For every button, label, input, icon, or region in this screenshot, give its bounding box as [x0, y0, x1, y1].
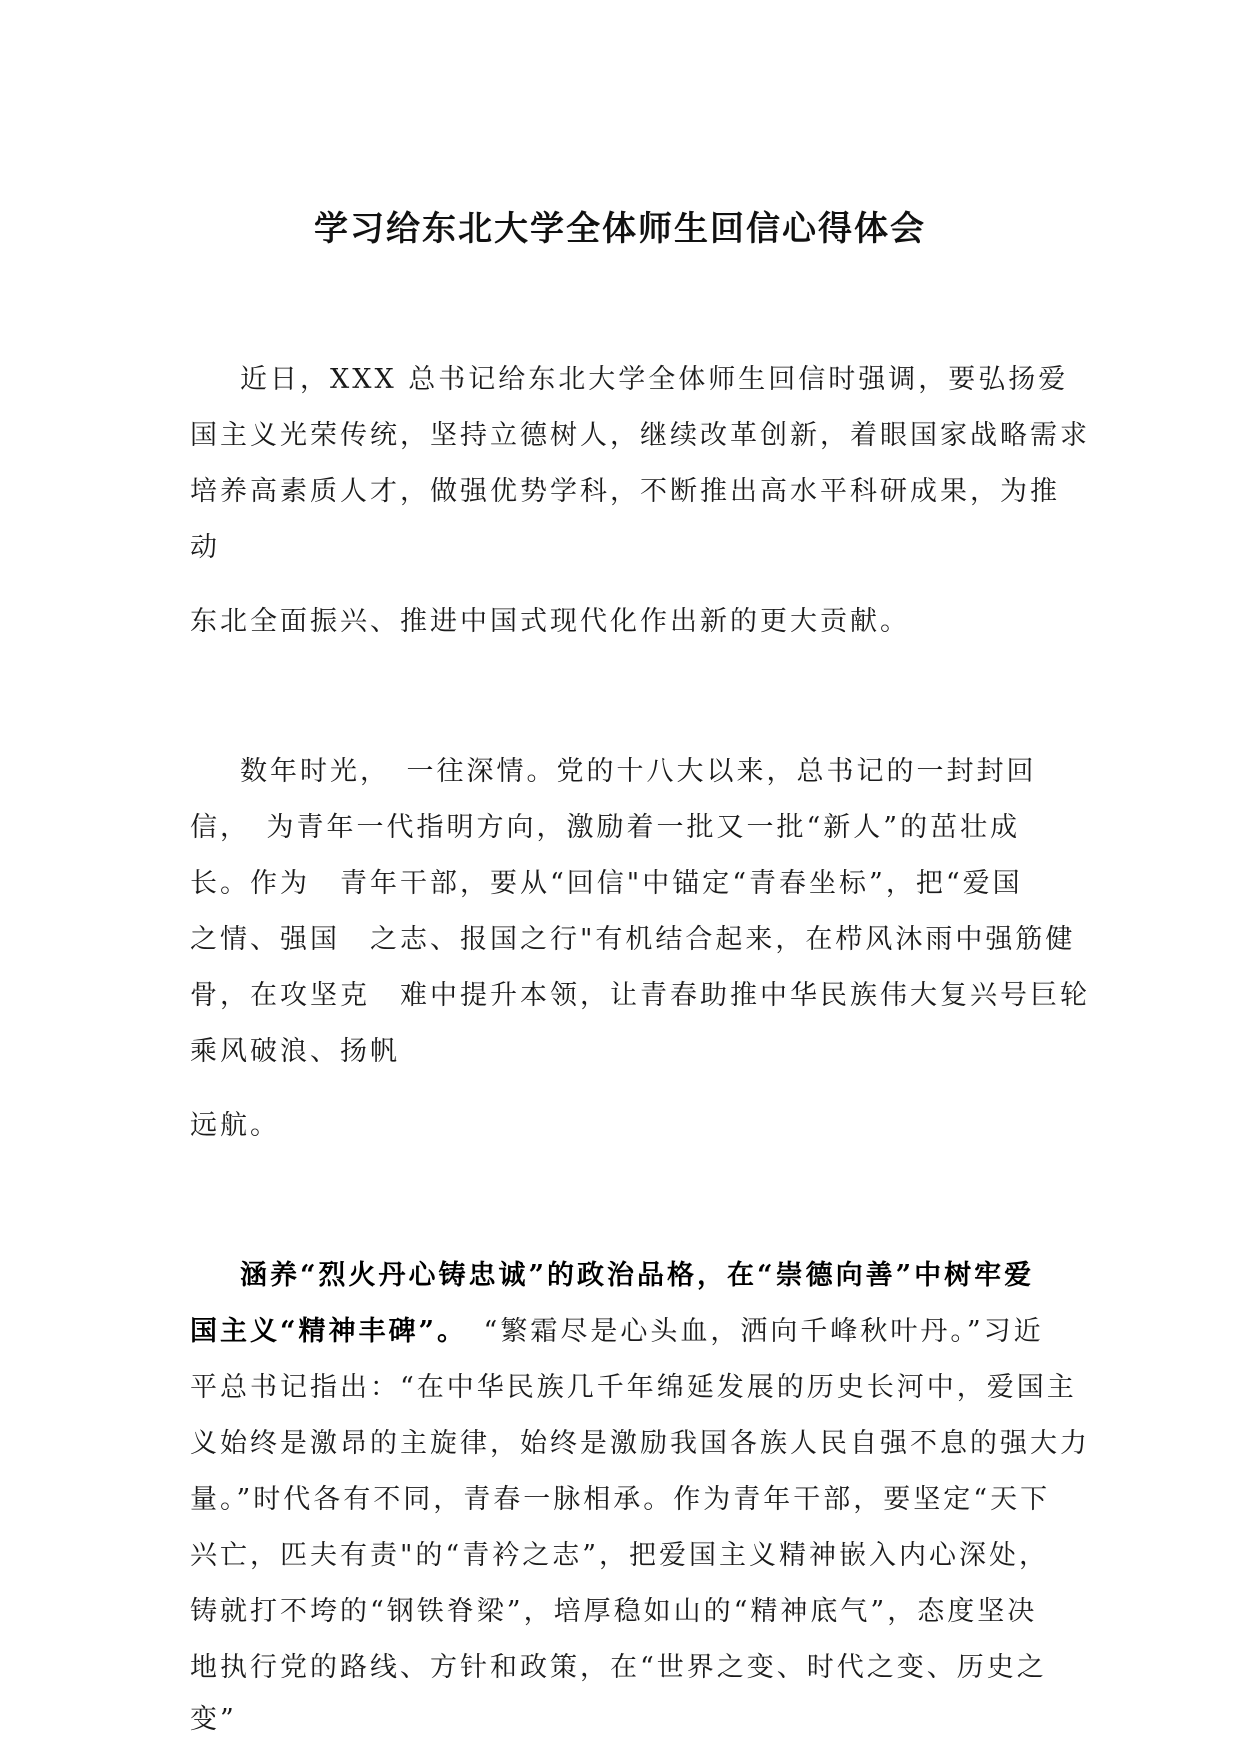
paragraph1-line: 近日，XXX 总书记给东北大学全体师生回信时强调，要弘扬爱 — [240, 364, 1069, 395]
paragraph1-line: 东北全面振兴、推进中国式现代化作出新的更大贡献。 — [190, 606, 910, 637]
paragraph2-line: 之情、强国 之志、报国之行"有机结合起来，在栉风沐雨中强筋健 — [190, 924, 1076, 955]
paragraph3-line — [190, 1312, 1044, 1352]
paragraph3-heading: 涵养“烈火丹心铸忠诚”的政治品格，在“崇德向善”中树牢爱 — [240, 1260, 1035, 1291]
paragraph3-heading-end: 国主义“精神丰碑”。 — [190, 1316, 454, 1347]
paragraph2-line: 信， 为青年一代指明方向，激励着一批又一批“新人”的茁壮成 — [190, 812, 1021, 843]
paragraph2-line: 骨，在攻坚克 难中提升本领，让青春助推中华民族伟大复兴号巨轮 — [190, 980, 1090, 1011]
paragraph3-line: 变” — [190, 1704, 237, 1735]
paragraph1-line: 培养高素质人才，做强优势学科，不断推出高水平科研成果，为推 — [190, 476, 1060, 507]
paragraph3-line: 铸就打不垮的“钢铁脊梁”，培厚稳如山的“精神底气”，态度坚决 — [190, 1596, 1038, 1627]
paragraph2-line: 远航。 — [190, 1110, 280, 1141]
paragraph2-line: 乘风破浪、扬帆 — [190, 1036, 400, 1067]
paragraph2-line: 数年时光， 一往深情。党的十八大以来，总书记的一封封回 — [240, 756, 1037, 787]
paragraph2-line: 长。作为 青年干部，要从“回信"中锚定“青春坐标”，把“爱国 — [190, 868, 1023, 899]
paragraph3-line: 地执行党的路线、方针和政策，在“世界之变、时代之变、历史之 — [190, 1652, 1047, 1683]
paragraph3-line: 义始终是激昂的主旋律，始终是激励我国各族人民自强不息的强大力 — [190, 1428, 1090, 1459]
paragraph3-quote: “繁霜尽是心头血，洒向千峰秋叶丹。”习近 — [453, 1316, 1044, 1347]
paragraph1-line: 动 — [190, 532, 220, 563]
paragraph3-line: 兴亡，匹夫有责"的“青衿之志”，把爱国主义精神嵌入内心深处， — [190, 1540, 1050, 1571]
document-title: 学习给东北大学全体师生回信心得体会 — [314, 209, 926, 249]
paragraph3-line: 平总书记指出：“在中华民族几千年绵延发展的历史长河中，爱国主 — [190, 1372, 1077, 1403]
paragraph3-line: 量。”时代各有不同，青春一脉相承。作为青年干部，要坚定“天下 — [190, 1484, 1051, 1515]
paragraph1-line: 国主义光荣传统，坚持立德树人，继续改革创新，着眼国家战略需求 — [190, 420, 1090, 451]
